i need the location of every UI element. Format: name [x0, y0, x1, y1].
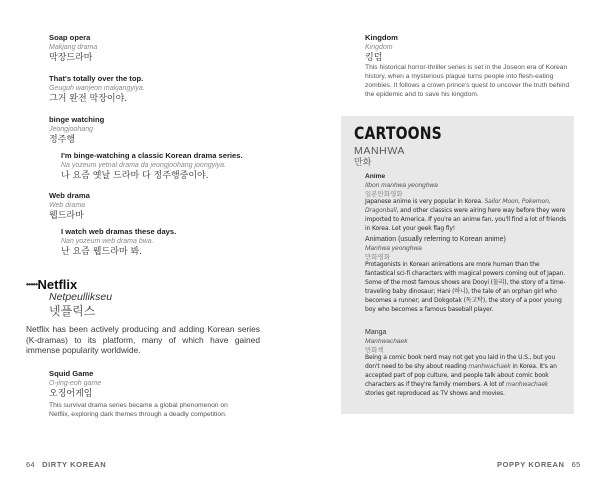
entry-romanization: O-jing-eoh game — [49, 380, 102, 387]
section-romanization: Netpeullikseu — [49, 291, 113, 303]
entry-term: Soap opera — [49, 33, 91, 42]
box-entry-term: Anime — [365, 173, 386, 180]
page-footer — [26, 460, 106, 469]
box-entry-description: Being a comic book nerd may not get you laid in the U.S., but you don't need to be shy about reading manhwachaek in Korea. It's an accepted part of pop culture, and people talk about comic book characters as if they're family members. A lot of manhwachaek stories get reproduced as TV shows and movies. — [365, 354, 557, 397]
page-number: 65 — [571, 460, 581, 469]
box-entry-description: Japanese anime is very popular in Korea. Sailor Moon, Pokemon, Dragonball, and other classics were airing here way before they were imported to America. If you're an anime fan, you'll find a lot of friends in Korea. Let your geek flag fly! — [365, 198, 566, 232]
entry-romanization: Makjang drama — [49, 44, 98, 51]
entry-romanization: Jeongjoohang — [49, 126, 93, 133]
example-sentence: I'm binge-watching a classic Korean drama series. — [61, 151, 243, 160]
entry-korean: 막장드라마 — [49, 53, 93, 63]
box-title: CARTOONS — [354, 124, 442, 143]
box-entry-korean: 일본만화영화 — [365, 190, 403, 198]
right-page — [300, 0, 600, 494]
entry-korean: 오징어게임 — [49, 389, 93, 399]
example-romanization: Na yozeum yetnal drama da jeongjoohang joongyiya. — [61, 162, 226, 169]
box-entry-term: Animation (usually referring to Korean anime) — [365, 236, 506, 243]
box-entry-romanization: Ilbon manhwa yeonghwa — [365, 182, 438, 189]
section-body: Netflix has been actively producing and adding Korean series (K-dramas) to its platform, many of which have gained immense popularity worldwide. — [26, 324, 260, 356]
example-korean: 난 요즘 웹드라마 봐. — [61, 247, 142, 257]
cartoons-sidebar-box — [341, 116, 574, 414]
page-number: 64 — [26, 460, 35, 469]
entry-term: Kingdom — [365, 33, 398, 42]
dot-leader: ••••• — [26, 280, 38, 289]
section-title: Netflix — [37, 277, 78, 292]
entry-romanization: Web drama — [49, 202, 86, 209]
box-entry-romanization: Manhwachaek — [365, 338, 408, 345]
entry-korean: 웹드라마 — [49, 211, 84, 221]
box-entry-romanization: Manhwa yeonghwa — [365, 245, 422, 252]
entry-term: Squid Game — [49, 369, 94, 378]
entry-term: binge watching — [49, 115, 105, 124]
box-entry-term: Manga — [365, 329, 387, 336]
box-entry-description: Protagonists in Korean animations are more human than the fantastical sci-fi characters with magical powers coming out of Japan. Some of the most famous shows are Dooyi (둘리), the story of a time-traveling baby dinosaur; Hani (하니), the tale of an orphan girl who becomes a runner; and Dokgotak (독고탁), the story of a poor young boy who becomes a famous baseball player. — [365, 261, 566, 313]
entry-romanization: Kingdom — [365, 44, 393, 51]
entry-term: That's totally over the top. — [49, 74, 144, 83]
entry-korean: 그거 완전 막장이야. — [49, 94, 128, 104]
entry-romanization: Geuguh wanjeon makjangyiya. — [49, 85, 145, 92]
box-entry-korean: 만화책 — [365, 346, 384, 354]
page-footer — [497, 460, 581, 469]
entry-description: This historical horror-thriller series is set in the Joseon era of Korean history, when a mysterious plague turns people into flesh-eating zombies. It follows a crown prince's quest to uncover the truth behind the epidemic and to save his kingdom. — [365, 64, 570, 98]
section-korean: 넷플릭스 — [49, 304, 96, 318]
example-sentence: I watch web dramas these days. — [61, 227, 177, 236]
entry-term: Web drama — [49, 191, 90, 200]
box-subtitle: MANHWA — [354, 145, 406, 157]
box-korean: 만화 — [354, 158, 372, 168]
entry-korean: 정주행 — [49, 135, 76, 145]
example-romanization: Nan yozeum web drama bwa. — [61, 238, 154, 245]
entry-korean: 킹덤 — [365, 53, 383, 63]
running-title: DIRTY KOREAN — [42, 460, 107, 469]
entry-description: This survival drama series became a global phenomenon on Netflix, exploring dark themes through a deadly competition. — [49, 402, 228, 418]
running-title: POPPY KOREAN — [497, 460, 565, 469]
example-korean: 나 요즘 옛날 드라마 다 정주행중이야. — [61, 171, 209, 181]
box-entry-korean: 만화영화 — [365, 253, 391, 261]
